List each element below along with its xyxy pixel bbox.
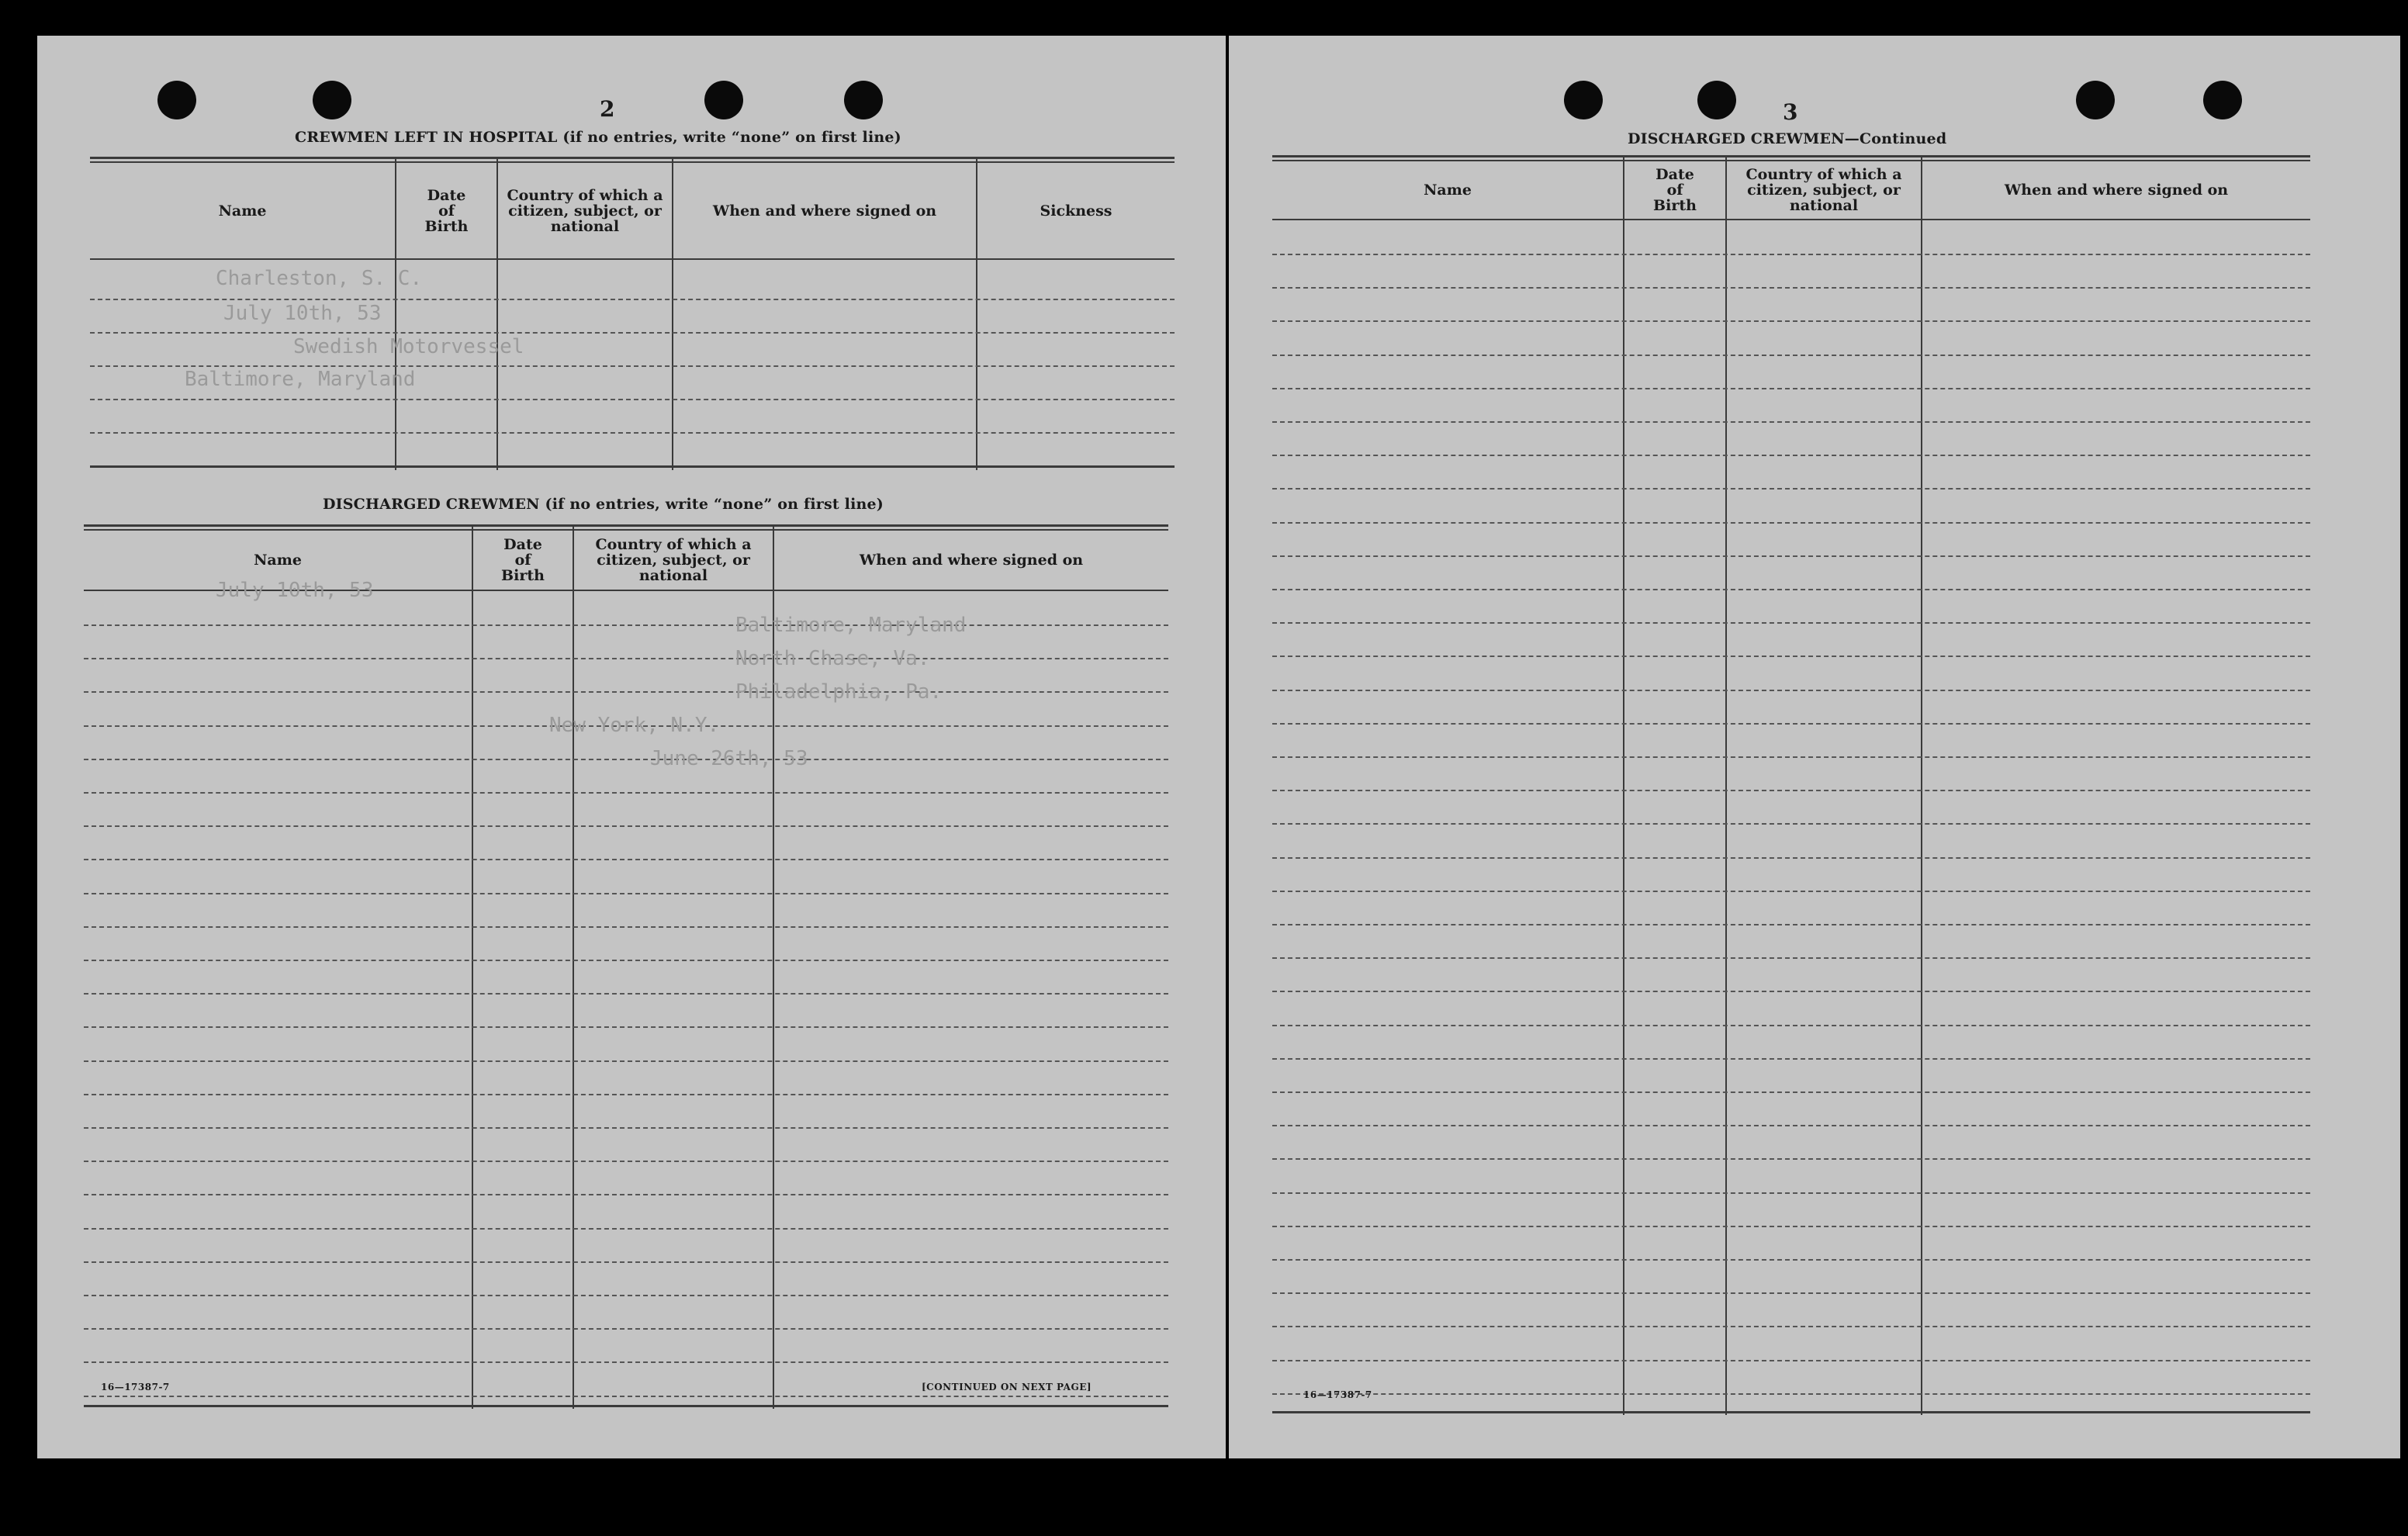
entry-line (84, 893, 1168, 894)
entry-line (84, 1094, 1168, 1095)
header-underline (1272, 219, 2310, 220)
column-header-signed-on: When and where signed on (859, 552, 1084, 569)
entry-line (1272, 355, 2310, 356)
column-header-country: Country of which a citizen, subject, or national (1745, 166, 1902, 214)
entry-line (90, 332, 1175, 334)
entry-line (84, 691, 1168, 693)
show-through-text: Baltimore, Maryland (185, 368, 416, 391)
table-bottom-rule (1272, 1411, 2310, 1413)
entry-line (90, 365, 1175, 367)
show-through-text: Swedish Motorvessel (293, 335, 524, 358)
punch-hole (844, 81, 883, 119)
punch-hole (704, 81, 743, 119)
entry-line (1272, 1259, 2310, 1261)
entry-line (1272, 857, 2310, 859)
entry-line (1272, 924, 2310, 925)
entry-line (1272, 488, 2310, 490)
entry-line (84, 759, 1168, 760)
show-through-text: New York, N.Y. (549, 714, 720, 737)
entry-line (1272, 723, 2310, 725)
entry-line (84, 658, 1168, 659)
entry-line (1272, 388, 2310, 389)
table-top-rule (1272, 155, 2310, 157)
header-underline (90, 258, 1175, 260)
discharged-continued-table (1272, 155, 2310, 1415)
hospital-section-title: CREWMEN LEFT IN HOSPITAL (if no entries, write “none” on first line) (295, 129, 901, 146)
entry-line (1272, 756, 2310, 758)
entry-line (84, 1060, 1168, 1062)
punch-hole (1697, 81, 1736, 119)
entry-line (84, 1026, 1168, 1028)
entry-line (90, 299, 1175, 300)
entry-line (1272, 1025, 2310, 1026)
show-through-text: Baltimore, Maryland (735, 614, 967, 637)
entry-line (84, 1161, 1168, 1162)
table-top-rule (90, 157, 1175, 159)
entry-line (90, 399, 1175, 400)
entry-line (84, 825, 1168, 827)
column-header-name: Name (254, 552, 302, 569)
column-header-date-of-birth: Date of Birth (1653, 166, 1697, 214)
form-number: 16—17387-7 (1303, 1389, 1372, 1400)
entry-line (1272, 622, 2310, 624)
entry-line (84, 1127, 1168, 1129)
entry-line (84, 1328, 1168, 1330)
discharged-section-title: DISCHARGED CREWMEN (if no entries, write “none” on first line) (323, 496, 884, 513)
entry-line (1272, 690, 2310, 691)
column-header-signed-on: When and where signed on (2004, 182, 2229, 199)
entry-line (84, 1361, 1168, 1363)
column-header-country: Country of which a citizen, subject, or national (507, 186, 663, 235)
show-through-text: Philadelphia, Pa. (735, 680, 943, 704)
entry-line (1272, 656, 2310, 657)
entry-line (1272, 421, 2310, 423)
page-number: 2 (600, 96, 615, 122)
entry-line (1272, 1292, 2310, 1294)
column-header-date-of-birth: Date of Birth (501, 536, 545, 584)
column-header-date-of-birth: Date of Birth (424, 186, 469, 235)
entry-line (1272, 1393, 2310, 1395)
entry-line (1272, 1326, 2310, 1327)
entry-line (90, 432, 1175, 434)
entry-line (84, 792, 1168, 794)
show-through-text: North Chase, Va. (735, 647, 930, 670)
show-through-text: Charleston, S. C. (216, 267, 423, 290)
column-divider (472, 524, 473, 1409)
entry-line (84, 1396, 1168, 1397)
entry-line (1272, 991, 2310, 992)
entry-line (1272, 589, 2310, 590)
entry-line (1272, 320, 2310, 322)
entry-line (1272, 1158, 2310, 1160)
form-number: 16—17387-7 (101, 1382, 170, 1392)
entry-line (1272, 957, 2310, 959)
entry-line (1272, 522, 2310, 524)
punch-hole (1564, 81, 1603, 119)
punch-hole (2203, 81, 2242, 119)
entry-line (84, 624, 1168, 626)
entry-line (1272, 555, 2310, 557)
entry-line (84, 1228, 1168, 1230)
column-header-sickness: Sickness (1040, 202, 1112, 220)
column-header-signed-on: When and where signed on (712, 202, 937, 220)
entry-line (1272, 1360, 2310, 1361)
entry-line (84, 1194, 1168, 1195)
show-through-text: July 10th, 53 (223, 302, 382, 325)
column-header-name: Name (218, 202, 267, 220)
column-header-name: Name (1424, 182, 1472, 199)
entry-line (1272, 1125, 2310, 1126)
column-divider (573, 524, 574, 1409)
entry-line (1272, 823, 2310, 825)
entry-line (84, 1261, 1168, 1263)
entry-line (1272, 790, 2310, 791)
entry-line (1272, 254, 2310, 255)
punch-hole (313, 81, 351, 119)
entry-line (84, 926, 1168, 928)
entry-line (1272, 1091, 2310, 1093)
entry-line (1272, 1192, 2310, 1194)
entry-line (84, 859, 1168, 860)
column-header-country: Country of which a citizen, subject, or national (595, 536, 752, 584)
punch-hole (157, 81, 196, 119)
right-page (1229, 36, 2400, 1458)
discharged-continued-title: DISCHARGED CREWMEN—Continued (1628, 130, 1947, 147)
page-number: 3 (1783, 99, 1798, 125)
table-bottom-rule (84, 1405, 1168, 1407)
left-page (37, 36, 1226, 1458)
show-through-text: July 10th, 53 (216, 579, 374, 602)
entry-line (1272, 455, 2310, 456)
entry-line (1272, 1226, 2310, 1227)
show-through-text: June 26th, 53 (650, 747, 808, 770)
entry-line (1272, 891, 2310, 892)
entry-line (84, 960, 1168, 961)
entry-line (84, 993, 1168, 995)
entry-line (84, 1295, 1168, 1296)
punch-hole (2076, 81, 2115, 119)
discharged-table (84, 524, 1168, 1409)
entry-line (1272, 1058, 2310, 1060)
table-top-rule (84, 524, 1168, 527)
entry-line (1272, 287, 2310, 289)
continued-note: [CONTINUED ON NEXT PAGE] (922, 1382, 1092, 1392)
table-bottom-rule (90, 465, 1175, 468)
